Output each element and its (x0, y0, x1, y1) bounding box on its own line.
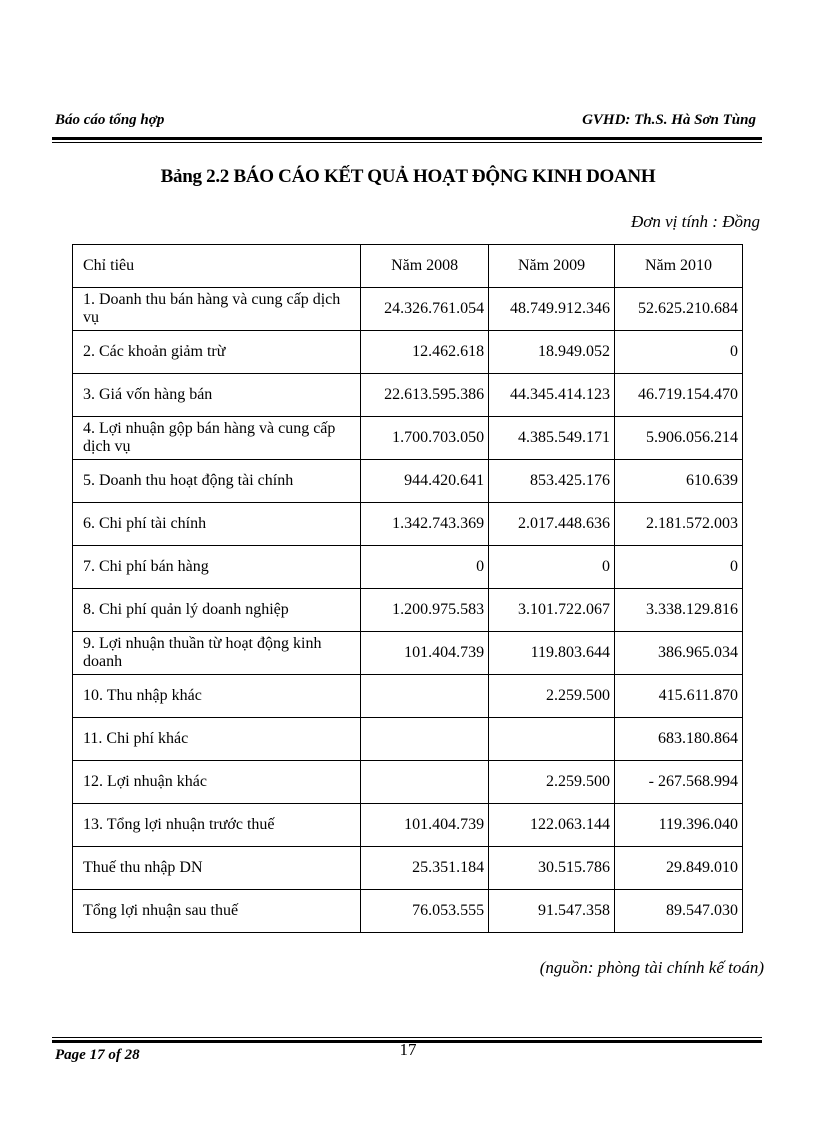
row-indicator-cell: 13. Tổng lợi nhuận trước thuế (73, 804, 361, 847)
row-indicator-cell: 3. Giá vốn hàng bán (73, 374, 361, 417)
row-value-cell: 4.385.549.171 (489, 417, 615, 460)
row-value-cell: 1.200.975.583 (361, 589, 489, 632)
report-title: Bảng 2.2 BÁO CÁO KẾT QUẢ HOẠT ĐỘNG KINH DOANH (160, 166, 656, 187)
row-value-cell: 46.719.154.470 (615, 374, 743, 417)
row-value-cell: 2.259.500 (489, 675, 615, 718)
row-value-cell: 89.547.030 (615, 890, 743, 933)
row-value-cell: 18.949.052 (489, 331, 615, 374)
row-indicator-cell: 4. Lợi nhuận gộp bán hàng và cung cấp dịch vụ (73, 417, 361, 460)
table-row (73, 589, 743, 632)
row-value-cell: 1.342.743.369 (361, 503, 489, 546)
row-value-cell: 386.965.034 (615, 632, 743, 675)
income-statement-table (72, 244, 743, 933)
row-value-cell: 101.404.739 (361, 632, 489, 675)
table-row (73, 804, 743, 847)
header-rule-thin (52, 142, 762, 143)
row-value-cell: 2.017.448.636 (489, 503, 615, 546)
table-row (73, 632, 743, 675)
row-indicator-cell: 8. Chi phí quản lý doanh nghiệp (73, 589, 361, 632)
row-value-cell: 76.053.555 (361, 890, 489, 933)
row-value-cell (489, 718, 615, 761)
row-value-cell: 48.749.912.346 (489, 288, 615, 331)
row-value-cell: 415.611.870 (615, 675, 743, 718)
header-right-advisor: GVHD: Th.S. Hà Sơn Tùng (582, 112, 756, 128)
table-row (73, 374, 743, 417)
row-indicator-cell: Tổng lợi nhuận sau thuế (73, 890, 361, 933)
row-value-cell: 52.625.210.684 (615, 288, 743, 331)
table-row (73, 331, 743, 374)
row-indicator-cell: 2. Các khoản giảm trừ (73, 331, 361, 374)
row-value-cell: 944.420.641 (361, 460, 489, 503)
row-value-cell: 0 (489, 546, 615, 589)
table-body (73, 288, 743, 933)
row-value-cell: 22.613.595.386 (361, 374, 489, 417)
column-header-2010: Năm 2010 (615, 245, 743, 288)
row-value-cell: 683.180.864 (615, 718, 743, 761)
row-value-cell: 0 (615, 331, 743, 374)
table-row (73, 847, 743, 890)
table-row (73, 417, 743, 460)
row-value-cell: 610.639 (615, 460, 743, 503)
row-indicator-cell: 6. Chi phí tài chính (73, 503, 361, 546)
row-value-cell: 29.849.010 (615, 847, 743, 890)
column-header-2009: Năm 2009 (489, 245, 615, 288)
table-row (73, 761, 743, 804)
row-value-cell: 119.803.644 (489, 632, 615, 675)
row-value-cell: 3.101.722.067 (489, 589, 615, 632)
row-value-cell (361, 675, 489, 718)
row-indicator-cell: 5. Doanh thu hoạt động tài chính (73, 460, 361, 503)
row-value-cell: 0 (361, 546, 489, 589)
row-indicator-cell: 12. Lợi nhuận khác (73, 761, 361, 804)
row-value-cell: 1.700.703.050 (361, 417, 489, 460)
row-value-cell: 5.906.056.214 (615, 417, 743, 460)
currency-unit-note: Đơn vị tính : Đồng (630, 212, 760, 231)
row-value-cell: 2.259.500 (489, 761, 615, 804)
row-value-cell (361, 718, 489, 761)
source-note: (nguồn: phòng tài chính kế toán) (539, 958, 764, 977)
row-value-cell: 91.547.358 (489, 890, 615, 933)
row-value-cell: 0 (615, 546, 743, 589)
table-row (73, 503, 743, 546)
table-row (73, 546, 743, 589)
row-indicator-cell: 9. Lợi nhuận thuần từ hoạt động kinh doanh (73, 632, 361, 675)
row-value-cell: 101.404.739 (361, 804, 489, 847)
header-left-title: Báo cáo tổng hợp (55, 112, 165, 128)
table-row (73, 288, 743, 331)
row-value-cell: 853.425.176 (489, 460, 615, 503)
page-number: 17 (399, 1040, 417, 1059)
row-value-cell: 24.326.761.054 (361, 288, 489, 331)
footer-rule-thin (52, 1037, 762, 1038)
table-row (73, 675, 743, 718)
row-indicator-cell: 1. Doanh thu bán hàng và cung cấp dịch vụ (73, 288, 361, 331)
table-row (73, 460, 743, 503)
table-row (73, 890, 743, 933)
row-value-cell (361, 761, 489, 804)
row-value-cell: 25.351.184 (361, 847, 489, 890)
table-row (73, 718, 743, 761)
column-header-2008: Năm 2008 (361, 245, 489, 288)
row-value-cell: 122.063.144 (489, 804, 615, 847)
row-value-cell: 3.338.129.816 (615, 589, 743, 632)
header-rule-thick (52, 137, 762, 140)
row-value-cell: - 267.568.994 (615, 761, 743, 804)
row-value-cell: 12.462.618 (361, 331, 489, 374)
table-header-row (73, 245, 743, 288)
row-indicator-cell: 7. Chi phí bán hàng (73, 546, 361, 589)
row-indicator-cell: 10. Thu nhập khác (73, 675, 361, 718)
row-indicator-cell: 11. Chi phí khác (73, 718, 361, 761)
row-value-cell: 2.181.572.003 (615, 503, 743, 546)
page-count-label: Page 17 of 28 (55, 1047, 140, 1063)
row-indicator-cell: Thuế thu nhập DN (73, 847, 361, 890)
row-value-cell: 30.515.786 (489, 847, 615, 890)
column-header-indicator: Chỉ tiêu (73, 245, 361, 288)
row-value-cell: 44.345.414.123 (489, 374, 615, 417)
row-value-cell: 119.396.040 (615, 804, 743, 847)
